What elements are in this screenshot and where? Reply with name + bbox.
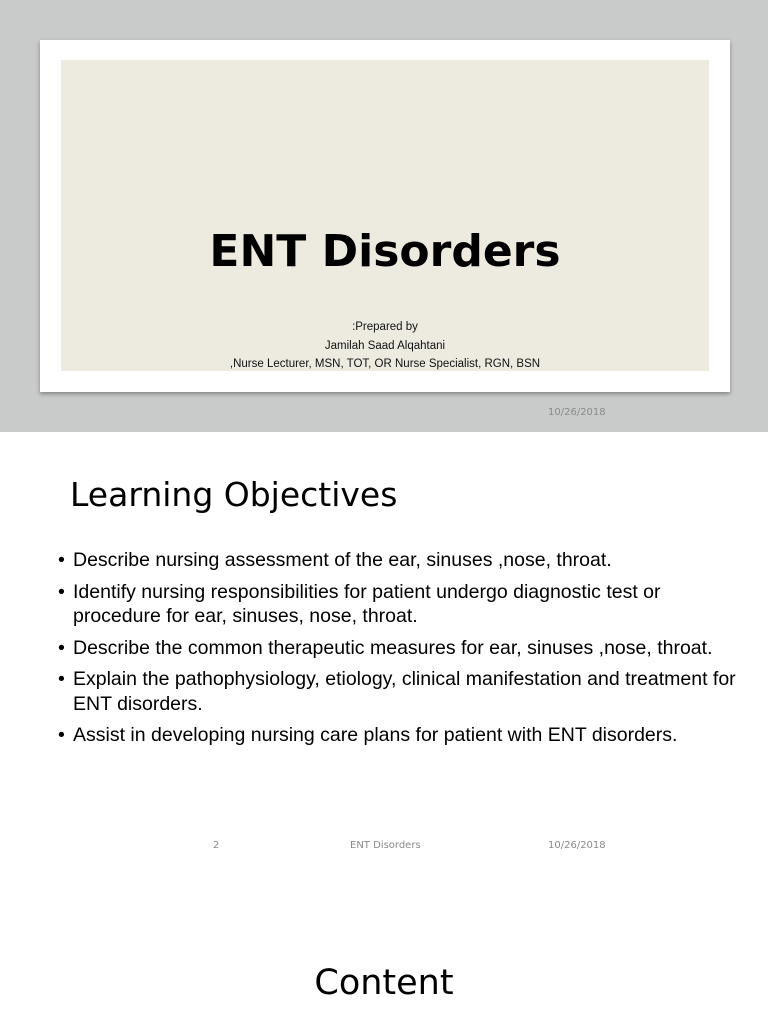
list-item — [58, 548, 738, 573]
objective-text: Describe nursing assessment of the ear, sinuses ,nose, throat. — [73, 549, 612, 571]
footer-title: ENT Disorders — [350, 840, 421, 851]
author-name: Jamilah Saad Alqahtani — [324, 340, 446, 352]
objective-text: Explain the pathophysiology, etiology, clinical manifestation and treatment for ENT disorders. — [73, 668, 736, 715]
slide-title: ENT Disorders — [209, 226, 561, 277]
title-slide-panel — [61, 60, 709, 371]
bullet-icon: • — [58, 580, 65, 603]
bullet-icon: • — [58, 549, 65, 571]
list-item — [58, 667, 738, 716]
bullet-icon: • — [58, 668, 65, 690]
bullet-icon: • — [58, 636, 65, 659]
author-credentials: ,Nurse Lecturer, MSN, TOT, OR Nurse Specialist, RGN, BSN — [229, 358, 541, 370]
slide-heading: Learning Objectives — [70, 475, 398, 514]
objective-text: Assist in developing nursing care plans for patient with ENT disorders. — [73, 724, 678, 746]
footer-date: 10/26/2018 — [548, 840, 606, 851]
slide-date: 10/26/2018 — [548, 407, 606, 418]
footer-page-number: 2 — [213, 840, 220, 851]
objectives-list — [58, 548, 738, 755]
objective-text: Identify nursing responsibilities for patient undergo diagnostic test or procedure for ear, sinuses, nose, throat. — [73, 580, 661, 627]
bullet-icon: • — [58, 724, 65, 746]
prepared-by-label: :Prepared by — [352, 321, 418, 333]
list-item — [58, 580, 738, 629]
list-item — [58, 723, 738, 748]
objective-text: Describe the common therapeutic measures for ear, sinuses ,nose, throat. — [73, 636, 713, 659]
title-slide — [40, 40, 730, 392]
list-item — [58, 636, 738, 661]
next-slide-heading: Content — [314, 963, 454, 1003]
